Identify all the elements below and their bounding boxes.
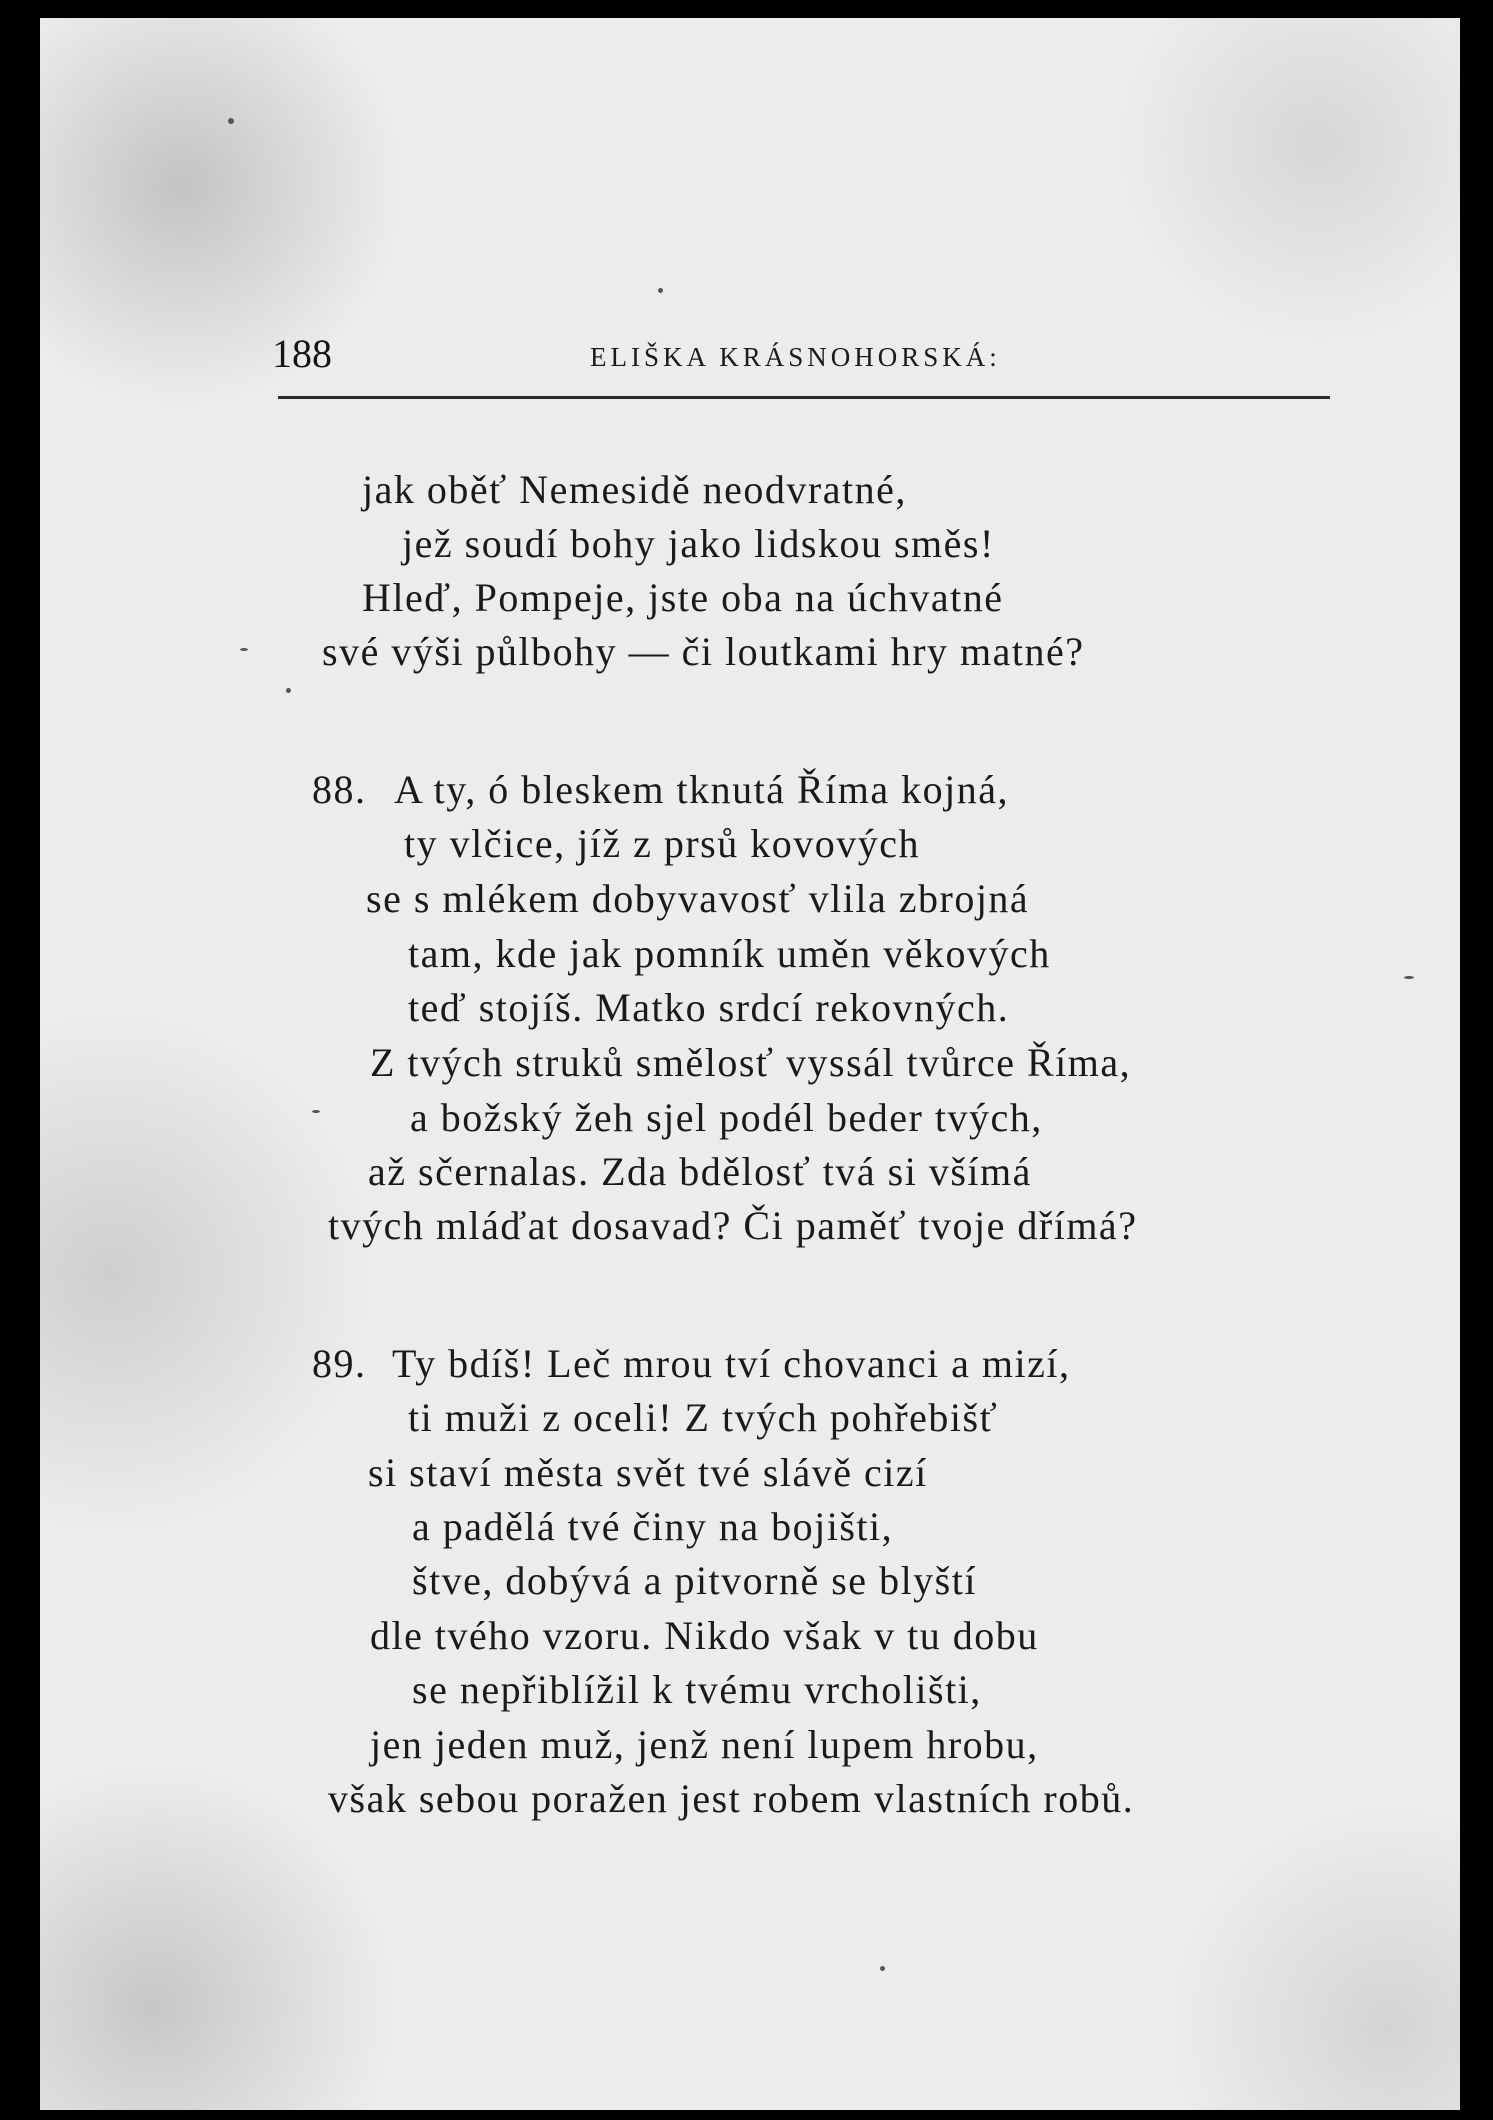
verse-line: štve, dobývá a pitvorně se blyští: [412, 1558, 977, 1603]
verse-line: se s mlékem dobyvavosť vlila zbrojná: [366, 876, 1030, 921]
scan-speck: [228, 118, 234, 124]
verse-line: teď stojíš. Matko srdcí rekovných.: [408, 985, 1010, 1030]
verse-line: se nepřiblížil k tvému vrcholišti,: [412, 1667, 982, 1712]
verse-line: však sebou poražen jest robem vlastních robů.: [328, 1776, 1135, 1821]
stanza-number: 89.: [312, 1341, 367, 1386]
verse-line: jak oběť Nemesidě neodvratné,: [362, 467, 907, 512]
scan-speck: [240, 648, 248, 651]
verse-line: si staví města svět tvé slávě cizí: [368, 1450, 928, 1495]
verse-line: jen jeden muž, jenž není lupem hrobu,: [370, 1722, 1039, 1767]
scan-speck: [1404, 976, 1414, 979]
verse-line: tam, kde jak pomník uměn věkových: [408, 931, 1051, 976]
scan-speck: [658, 288, 663, 293]
scan-speck: [286, 688, 291, 693]
verse-line: a padělá tvé činy na bojišti,: [412, 1504, 894, 1549]
verse-line: ti muži z oceli! Z tvých pohřebišť: [408, 1395, 999, 1440]
verse-line: a božský žeh sjel podél beder tvých,: [410, 1095, 1043, 1140]
header-rule: [278, 396, 1330, 399]
page-header: [272, 330, 1332, 386]
scan-speck: [312, 1110, 320, 1113]
verse-line: A ty, ó bleskem tknutá Říma kojná,: [394, 767, 1010, 812]
verse-line: až sčernalas. Zda bdělosť tvá si všímá: [368, 1149, 1032, 1194]
verse-line: své výši půlbohy — či loutkami hry matné?: [322, 629, 1085, 674]
verse-line: jež soudí bohy jako lidskou směs!: [402, 521, 995, 566]
running-head: ELIŠKA KRÁSNOHORSKÁ:: [590, 342, 1001, 372]
page-number: 188: [272, 331, 332, 376]
verse-line: ty vlčice, jíž z prsů kovových: [404, 821, 920, 866]
verse-line: dle tvého vzoru. Nikdo však v tu dobu: [370, 1613, 1039, 1658]
stanza-number: 88.: [312, 767, 367, 812]
scan-speck: [880, 1966, 885, 1971]
verse-line: tvých mláďat dosavad? Či paměť tvoje dřímá?: [328, 1203, 1138, 1248]
verse-line: Z tvých struků smělosť vyssál tvůrce Říma,: [370, 1040, 1132, 1085]
verse-line: Ty bdíš! Leč mrou tví chovanci a mizí,: [392, 1341, 1071, 1386]
verse-line: Hleď, Pompeje, jste oba na úchvatné: [362, 575, 1004, 620]
